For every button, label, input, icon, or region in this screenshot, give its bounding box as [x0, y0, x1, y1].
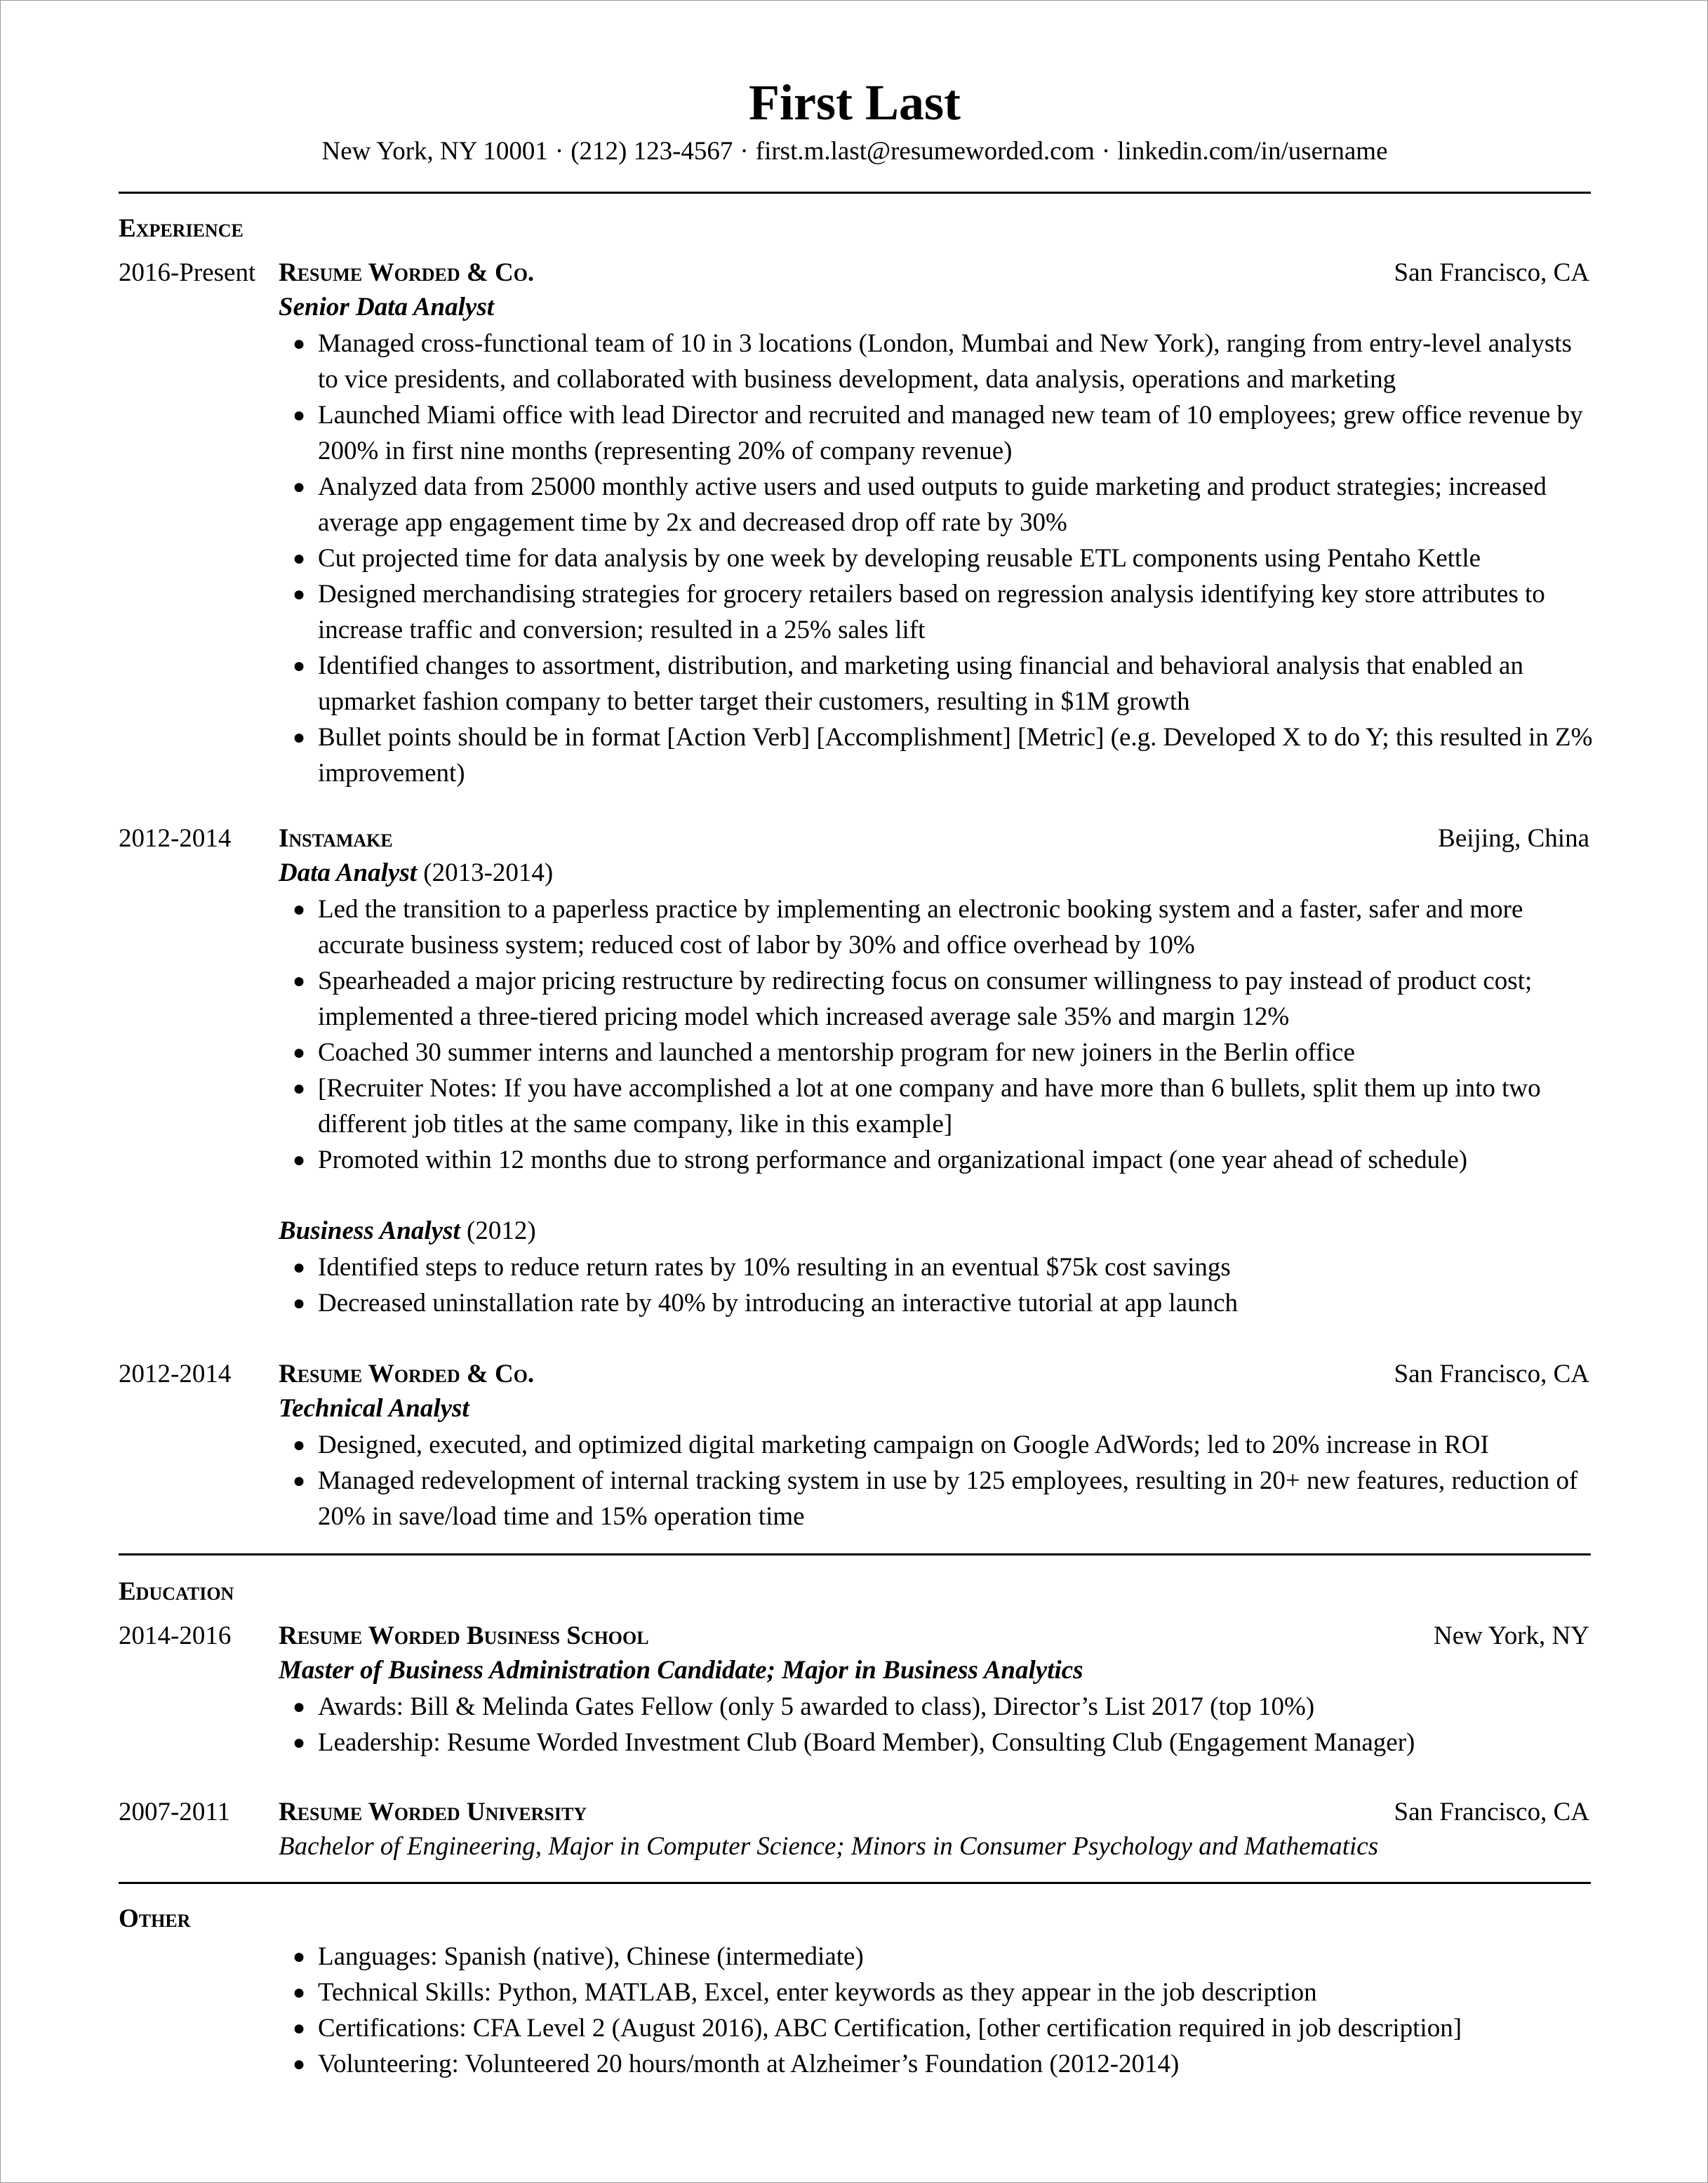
- bullet-icon: ●: [293, 726, 306, 749]
- list-item: [293, 1725, 1598, 1760]
- bullet-text: [Recruiter Notes: If you have accomplished a lot at one company and have more than 6 bullets, split them up into two different job titles at the same company, like in this example]: [318, 1074, 1541, 1139]
- bullet-text: Cut projected time for data analysis by one week by developing reusable ETL components using Pentaho Kettle: [318, 544, 1481, 573]
- list-item: [293, 397, 1598, 469]
- school-name: Resume Worded Business School: [279, 1621, 649, 1650]
- bullet-text: Decreased uninstallation rate by 40% by introducing an interactive tutorial at app launch: [318, 1289, 1238, 1318]
- job-date: 2016-Present: [119, 258, 256, 287]
- list-item: [293, 469, 1598, 540]
- job-date: 2012-2014: [119, 824, 232, 853]
- experience-heading: Experience: [119, 214, 243, 243]
- list-item: [293, 1939, 1598, 1975]
- degree-title: Master of Business Administration Candidate; Major in Business Analytics: [279, 1656, 1083, 1685]
- list-item: [293, 1463, 1598, 1534]
- role-title: Senior Data Analyst: [279, 293, 495, 321]
- job-company: Resume Worded & Co.: [279, 258, 535, 287]
- bullet-text: Designed merchandising strategies for grocery retailers based on regression analysis identifying key store attributes to increase traffic and conversion; resulted in a 25% sales lift: [318, 580, 1545, 644]
- bullet-text: Led the transition to a paperless practice by implementing an electronic booking system and a faster, safer and more accurate business system; reduced cost of labor by 30% and office overhead by 10%: [318, 895, 1523, 960]
- job-role: [279, 856, 553, 891]
- bullet-text: Awards: Bill & Melinda Gates Fellow (only 5 awarded to class), Director’s List 2017 (top 10%): [318, 1692, 1315, 1721]
- bullet-icon: ●: [293, 1041, 306, 1064]
- bullet-text: Languages: Spanish (native), Chinese (intermediate): [318, 1942, 864, 1971]
- bullet-icon: ●: [293, 547, 306, 570]
- bullet-text: Managed cross-functional team of 10 in 3 locations (London, Mumbai and New York), ranging from entry-level analysts to vice presidents, and collaborated with business development, data analysis, operations and marketing: [318, 329, 1572, 394]
- job-date: 2012-2014: [119, 1360, 232, 1388]
- bullet-text: Promoted within 12 months due to strong performance and organizational impact (one year ahead of schedule): [318, 1146, 1468, 1174]
- education-heading: Education: [119, 1577, 234, 1606]
- bullet-icon: ●: [293, 898, 306, 921]
- role-title: Business Analyst: [279, 1216, 460, 1245]
- section-divider: [119, 1553, 1591, 1555]
- contact-line: [1, 134, 1708, 169]
- school-date: 2014-2016: [119, 1621, 232, 1650]
- list-item: [293, 963, 1598, 1035]
- job-role: [279, 1391, 469, 1426]
- list-item: [293, 648, 1598, 719]
- list-item: [293, 891, 1598, 963]
- school-date: 2007-2011: [119, 1798, 230, 1826]
- contact-separator: ·: [554, 137, 564, 166]
- bullet-text: Leadership: Resume Worded Investment Club (Board Member), Consulting Club (Engagement Manager): [318, 1728, 1415, 1757]
- role-title: Data Analyst: [279, 858, 418, 887]
- contact-address: New York, NY 10001: [321, 137, 548, 166]
- list-item: [293, 1249, 1598, 1285]
- list-item: [293, 1427, 1598, 1463]
- bullet-list: [293, 1427, 1598, 1534]
- role-dates: (2012): [467, 1216, 536, 1245]
- bullet-icon: ●: [293, 1292, 306, 1315]
- job-location: San Francisco, CA: [1394, 1360, 1589, 1388]
- job-company: Instamake: [279, 824, 393, 853]
- job-location: San Francisco, CA: [1394, 258, 1589, 287]
- bullet-icon: ●: [293, 654, 306, 677]
- list-item: [293, 1285, 1598, 1321]
- list-item: [293, 2010, 1598, 2046]
- bullet-icon: ●: [293, 332, 306, 355]
- bullet-text: Designed, executed, and optimized digital marketing campaign on Google AdWords; led to 20% increase in ROI: [318, 1431, 1489, 1459]
- list-item: [293, 1142, 1598, 1178]
- bullet-icon: ●: [293, 1256, 306, 1279]
- bullet-icon: ●: [293, 2017, 306, 2040]
- job-role: [279, 290, 494, 325]
- bullet-icon: ●: [293, 1731, 306, 1754]
- bullet-text: Technical Skills: Python, MATLAB, Excel, enter keywords as they appear in the job description: [318, 1978, 1317, 2007]
- role-dates: (2013-2014): [423, 858, 554, 887]
- bullet-list: [293, 891, 1598, 1178]
- bullet-icon: ●: [293, 1981, 306, 2004]
- list-item: [293, 2046, 1598, 2082]
- bullet-icon: ●: [293, 1695, 306, 1718]
- job-location: Beijing, China: [1438, 824, 1589, 853]
- school-name: Resume Worded University: [279, 1798, 587, 1826]
- bullet-text: Coached 30 summer interns and launched a mentorship program for new joiners in the Berlin office: [318, 1038, 1355, 1067]
- bullet-text: Bullet points should be in format [Action Verb] [Accomplishment] [Metric] (e.g. Developed X to do Y; this resulted in Z% improvement): [318, 723, 1593, 788]
- contact-phone: (212) 123-4567: [571, 137, 733, 166]
- bullet-text: Analyzed data from 25000 monthly active users and used outputs to guide marketing and product strategies; increased average app engagement time by 2x and decreased drop off rate by 30%: [318, 472, 1547, 537]
- list-item: [293, 1975, 1598, 2010]
- bullet-icon: ●: [293, 1077, 306, 1100]
- contact-separator: ·: [740, 137, 749, 166]
- bullet-text: Volunteering: Volunteered 20 hours/month at Alzheimer’s Foundation (2012-2014): [318, 2050, 1180, 2078]
- candidate-name: First Last: [749, 74, 961, 131]
- other-heading: Other: [119, 1904, 191, 1933]
- list-item: [293, 540, 1598, 576]
- role-title: Technical Analyst: [279, 1394, 469, 1423]
- contact-separator: ·: [1101, 137, 1111, 166]
- bullet-list: [293, 1689, 1598, 1760]
- bullet-text: Managed redevelopment of internal tracking system in use by 125 employees, resulting in 20+ new features, reduction of 20% in save/load time and 15% operation time: [318, 1466, 1578, 1531]
- list-item: [293, 1070, 1598, 1142]
- list-item: [293, 326, 1598, 397]
- bullet-text: Identified steps to reduce return rates by 10% resulting in an eventual $75k cost savings: [318, 1253, 1231, 1282]
- job-company: Resume Worded & Co.: [279, 1360, 535, 1388]
- bullet-icon: ●: [293, 1469, 306, 1492]
- list-item: [293, 1689, 1598, 1725]
- list-item: [293, 719, 1598, 791]
- bullet-icon: ●: [293, 969, 306, 993]
- bullet-text: Launched Miami office with lead Director and recruited and managed new team of 10 employees; grew office revenue by 200% in first nine months (representing 20% of company revenue): [318, 401, 1583, 465]
- bullet-icon: ●: [293, 2052, 306, 2076]
- bullet-icon: ●: [293, 475, 306, 498]
- bullet-icon: ●: [293, 1433, 306, 1457]
- bullet-icon: ●: [293, 1148, 306, 1172]
- section-divider: [119, 192, 1591, 194]
- bullet-list: [293, 326, 1598, 791]
- school-location: San Francisco, CA: [1394, 1798, 1589, 1826]
- contact-email[interactable]: first.m.last@resumeworded.com: [755, 137, 1095, 166]
- bullet-text: Spearheaded a major pricing restructure by redirecting focus on consumer willingness to pay instead of product cost; implemented a three-tiered pricing model which increased average sale 35% and margin 12%: [318, 967, 1533, 1031]
- bullet-icon: ●: [293, 1945, 306, 1968]
- bullet-icon: ●: [293, 404, 306, 427]
- bullet-text: Certifications: CFA Level 2 (August 2016), ABC Certification, [other certification required in job description]: [318, 2014, 1462, 2043]
- section-divider: [119, 1882, 1591, 1884]
- list-item: [293, 576, 1598, 648]
- bullet-text: Identified changes to assortment, distribution, and marketing using financial and behavioral analysis that enabled an upmarket fashion company to better target their customers, resulting in $1M growth: [318, 651, 1523, 716]
- job-role: [279, 1214, 536, 1249]
- bullet-list: [293, 1939, 1598, 2082]
- contact-linkedin[interactable]: linkedin.com/in/username: [1117, 137, 1388, 166]
- school-location: New York, NY: [1433, 1621, 1589, 1650]
- bullet-icon: ●: [293, 583, 306, 606]
- bullet-list: [293, 1249, 1598, 1321]
- list-item: [293, 1035, 1598, 1070]
- degree-title: Bachelor of Engineering, Major in Computer Science; Minors in Consumer Psychology and Mathematics: [279, 1832, 1379, 1861]
